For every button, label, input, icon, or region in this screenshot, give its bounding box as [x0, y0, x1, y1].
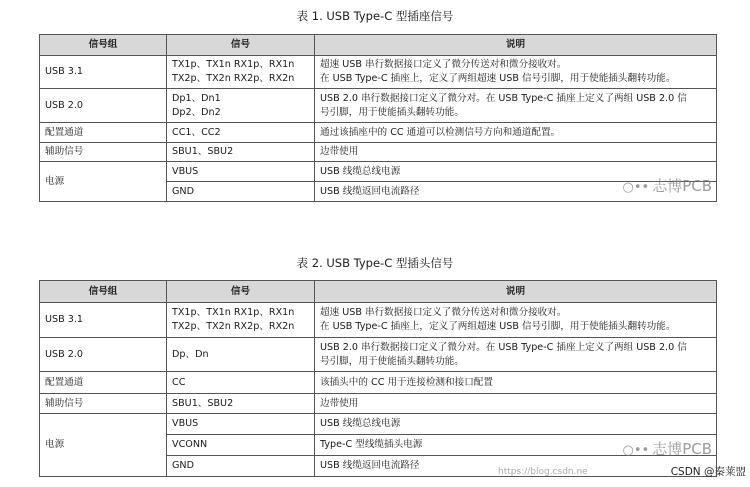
table1-usb31-desc-1: 超速 USB 串行数据接口定义了微分传送对和微分接收对。 [320, 59, 567, 70]
table2-usb31-desc-2: 在 USB Type-C 插座上，定义了两组超速 USB 信号引脚，用于使能插头翻转功能。 [320, 321, 676, 332]
table2-usb31-signal-2: TX2p、TX2n RX2p、RX2n [172, 321, 295, 332]
table1-sbu-signal: SBU1、SBU2 [167, 143, 315, 162]
table2-usb20-signal: Dp、Dn [167, 338, 315, 372]
table2-cc-signal: CC [167, 372, 315, 394]
table1-usb31-signal-2: TX2p、TX2n RX2p、RX2n [172, 73, 295, 84]
table1-header-desc: 说明 [315, 35, 717, 56]
table1-usb31-signal-1: TX1p、TX1n RX1p、RX1n [172, 59, 295, 70]
table1-cc-signal: CC1、CC2 [167, 123, 315, 143]
brand-watermark-text: 志博PCB [652, 440, 712, 458]
table2-sbu-desc: 边带使用 [315, 394, 717, 414]
table-row [40, 414, 717, 435]
table1-power-group: 电源 [40, 162, 167, 202]
table2-usb20-group: USB 2.0 [40, 338, 167, 372]
table1-cc-group: 配置通道 [40, 123, 167, 143]
wechat-icon: ○•• [622, 443, 650, 458]
table1-usb31-desc-2: 在 USB Type-C 插座上，定义了两组超速 USB 信号引脚，用于使能插头翻转功能。 [320, 73, 676, 84]
wechat-icon: ○•• [622, 180, 650, 195]
table2-usb20-desc-2: 号引脚，用于使能插头翻转功能。 [320, 355, 464, 367]
table-row [40, 394, 717, 414]
table1 [39, 34, 717, 202]
table2-header-desc: 说明 [315, 281, 717, 303]
table1-vbus-signal: VBUS [167, 162, 315, 182]
table2-usb20-desc-1: USB 2.0 串行数据接口定义了微分对。在 USB Type-C 插座上定义了两组 USB 2.0 信 [320, 341, 687, 353]
table-row [40, 89, 717, 123]
table2-cc-group: 配置通道 [40, 372, 167, 394]
brand-watermark-2 [623, 438, 713, 459]
table-row [40, 56, 717, 89]
table-row [40, 123, 717, 143]
table1-header-signal: 信号 [167, 35, 315, 56]
table1-sbu-group: 辅助信号 [40, 143, 167, 162]
table1-usb31-group: USB 3.1 [40, 56, 167, 89]
table1-usb20-signal-1: Dp1、Dn1 [172, 92, 221, 104]
table1-cc-desc: 通过该插座中的 CC 通道可以检测信号方向和通道配置。 [315, 123, 717, 143]
table1-sbu-desc: 边带使用 [315, 143, 717, 162]
table2-sbu-signal: SBU1、SBU2 [167, 394, 315, 414]
table-row [40, 338, 717, 372]
table-row [40, 162, 717, 182]
table-row [40, 143, 717, 162]
table2-vconn-signal: VCONN [167, 435, 315, 456]
table2-vconn-desc: Type-C 型线缆插头电源 [315, 435, 717, 456]
blog-url-watermark: https://blog.csdn.ne [498, 467, 588, 477]
table2-power-group: 电源 [40, 414, 167, 477]
table1-gnd-signal: GND [167, 182, 315, 202]
table2-sbu-group: 辅助信号 [40, 394, 167, 414]
table1-header-group: 信号组 [40, 35, 167, 56]
table2-vbus-signal: VBUS [167, 414, 315, 435]
table2-usb31-desc-1: 超速 USB 串行数据接口定义了微分传送对和微分接收对。 [320, 307, 567, 318]
table-row [40, 303, 717, 338]
table1-gnd-desc: USB 线缆返回电流路径 [315, 182, 717, 202]
table2-usb31-group: USB 3.1 [40, 303, 167, 338]
csdn-watermark: CSDN @秦莱盟 [670, 466, 746, 478]
table2-vbus-desc: USB 线缆总线电源 [315, 414, 717, 435]
table-row [40, 372, 717, 394]
table2-gnd-signal: GND [167, 456, 315, 477]
table2-gnd-desc: USB 线缆返回电流路径 [315, 456, 717, 477]
table1-caption: 表 1. USB Type-C 型插座信号 [296, 9, 454, 23]
table1-usb20-group: USB 2.0 [40, 89, 167, 123]
table1-usb20-signal-2: Dp2、Dn2 [172, 106, 221, 118]
table2-header-signal: 信号 [167, 281, 315, 303]
table2-usb31-signal-1: TX1p、TX1n RX1p、RX1n [172, 307, 295, 318]
table1-usb20-desc-2: 号引脚，用于使能插头翻转功能。 [320, 106, 464, 118]
brand-watermark-text: 志博PCB [652, 177, 712, 195]
table1-vbus-desc: USB 线缆总线电源 [315, 162, 717, 182]
table2 [39, 280, 717, 477]
table1-usb20-desc-1: USB 2.0 串行数据接口定义了微分对。在 USB Type-C 插座上定义了两组 USB 2.0 信 [320, 92, 687, 104]
table2-header-group: 信号组 [40, 281, 167, 303]
table2-cc-desc: 该插头中的 CC 用于连接检测和接口配置 [315, 372, 717, 394]
table2-caption: 表 2. USB Type-C 型插头信号 [296, 256, 454, 270]
brand-watermark-1 [623, 175, 713, 196]
